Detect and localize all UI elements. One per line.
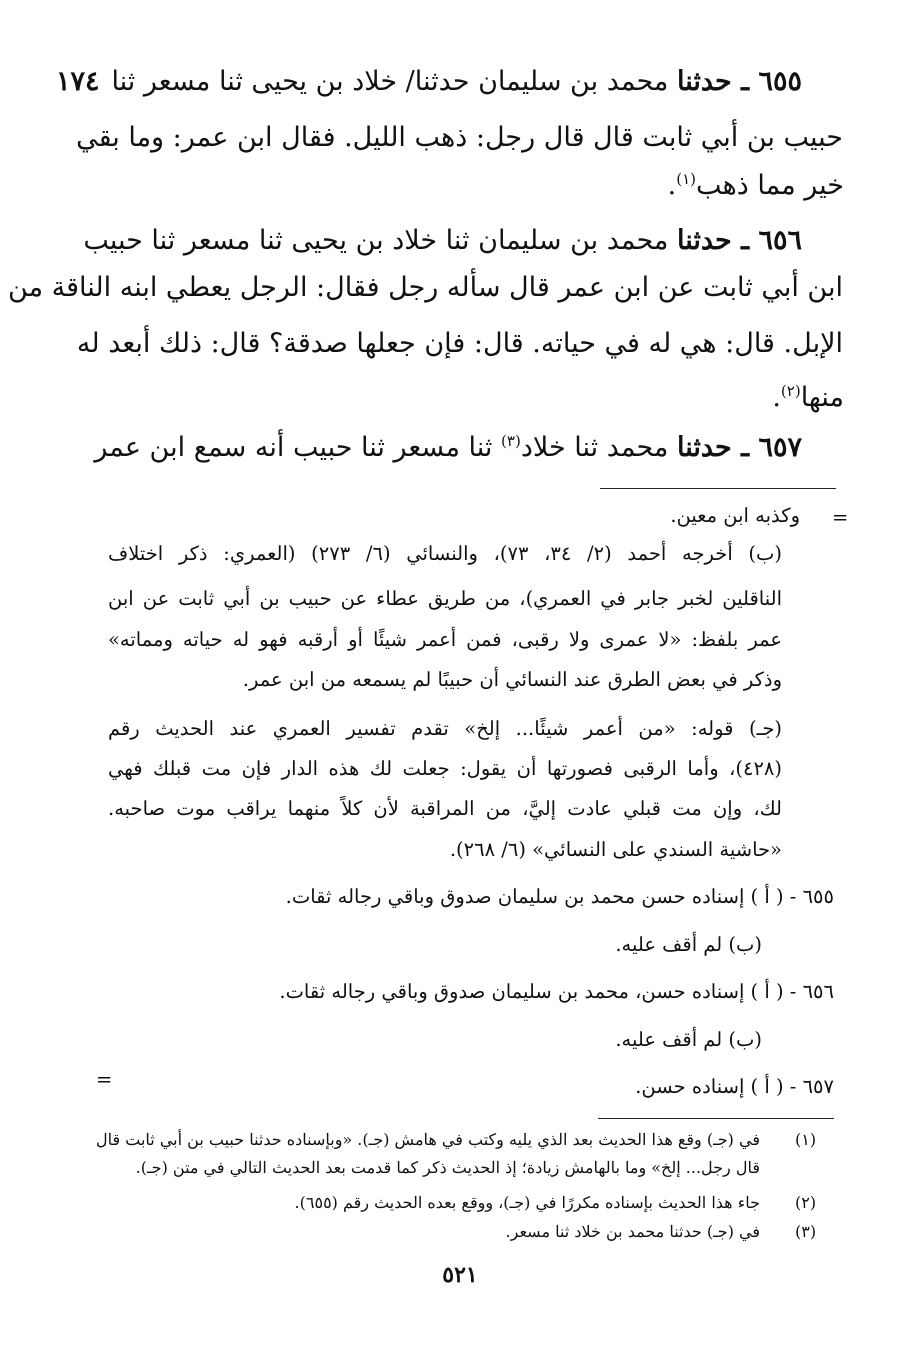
footnote-2-line-1: جاء هذا الحديث بإسناده مكررًا في (جـ)، ووقع بعده الحديث رقم (٦٥٥). bbox=[294, 1193, 760, 1212]
note-b-line-2: الناقلين لخبر جابر في العمري)، من طريق عطاء عن حبيب بن أبي ثابت عن ابن bbox=[108, 587, 782, 610]
footnotes-divider bbox=[598, 1118, 834, 1119]
hadith-655-dash: ـ bbox=[741, 66, 750, 97]
footnote-3-line-1: في (جـ) حدثنا محمد بن خلاد ثنا مسعر. bbox=[505, 1222, 760, 1241]
hadith-656-text-1: محمد بن سليمان ثنا خلاد بن يحيى ثنا مسعر ثنا حبيب bbox=[83, 225, 669, 256]
hadith-656-line-4 bbox=[772, 382, 844, 413]
note-c-line-1: (جـ) قوله: «من أعمر شيئًا... إلخ» تقدم تفسير العمري عند الحديث رقم bbox=[108, 717, 782, 740]
hadith-657-dash: ـ bbox=[741, 432, 750, 463]
hadith-657-lead: حدثنا bbox=[676, 432, 732, 463]
hadith-655-line-1 bbox=[111, 66, 802, 97]
hadith-655-end: . bbox=[667, 170, 677, 201]
hadith-657-line-1 bbox=[94, 432, 802, 463]
hadith-655-lead: حدثنا bbox=[676, 66, 732, 97]
footnote-ref-3: (٣) bbox=[501, 432, 521, 450]
hadith-656-text-4: منها bbox=[800, 382, 844, 413]
hadith-655-line-3 bbox=[668, 170, 844, 201]
hadith-657-number: ٦٥٧ bbox=[758, 432, 802, 463]
footnote-ref-2: (٢) bbox=[780, 382, 801, 400]
footnote-3-number: (٣) bbox=[795, 1222, 817, 1241]
notes-divider bbox=[600, 488, 836, 489]
note-c-line-3: لك، وإن مت قبلي عادت إليَّ، من المراقبة لأن كلاً منهما يراقب موت صاحبه. bbox=[108, 797, 782, 820]
note-655-b: (ب) لم أقف عليه. bbox=[615, 933, 762, 956]
continuation-marker: = bbox=[832, 506, 849, 529]
footnote-1-line-1: في (جـ) وقع هذا الحديث بعد الذي يليه وكتب في هامش (جـ). «وبإسناده حدثنا حبيب بن أبي ثابت قال bbox=[96, 1130, 760, 1149]
hadith-656-line-1 bbox=[83, 225, 802, 256]
hadith-655-text-1: محمد بن سليمان حدثنا/ خلاد بن يحيى ثنا مسعر ثنا bbox=[111, 66, 669, 97]
note-b-line-1: (ب) أخرجه أحمد (٢/ ٣٤، ٧٣)، والنسائي (٦/ ٢٧٣) (العمري: ذكر اختلاف bbox=[108, 542, 783, 565]
note-656-a: ٦٥٦ - ( أ ) إسناده حسن، محمد بن سليمان صدوق وباقي رجاله ثقات. bbox=[279, 980, 834, 1003]
hadith-655-text-3: خير مما ذهب bbox=[696, 170, 844, 201]
end-marker: = bbox=[96, 1068, 113, 1091]
note-655-a: ٦٥٥ - ( أ ) إسناده حسن محمد بن سليمان صدوق وباقي رجاله ثقات. bbox=[285, 885, 834, 908]
page-number: ٥٢١ bbox=[442, 1262, 478, 1288]
hadith-656-dash: ـ bbox=[741, 225, 750, 256]
footnote-1-number: (١) bbox=[795, 1130, 817, 1149]
hadith-656-line-2: ابن أبي ثابت عن ابن عمر قال سأله رجل فقال: الرجل يعطي ابنه الناقة من bbox=[8, 272, 843, 303]
note-c-line-2: (٤٢٨)، وأما الرقبى فصورتها أن يقول: جعلت لك هذه الدار فإن مت قبلك فهي bbox=[108, 757, 782, 780]
hadith-656-end: . bbox=[772, 382, 781, 413]
note-656-b: (ب) لم أقف عليه. bbox=[615, 1028, 762, 1051]
note-continuation: وكذبه ابن معين. bbox=[670, 504, 800, 527]
hadith-655-number: ٦٥٥ bbox=[758, 66, 802, 97]
hadith-656-lead: حدثنا bbox=[676, 225, 732, 256]
hadith-657-text-1b: ثنا مسعر ثنا حبيب أنه سمع ابن عمر bbox=[94, 432, 493, 463]
footnote-ref-1: (١) bbox=[676, 170, 697, 188]
note-b-line-4: وذكر في بعض الطرق عند النسائي أن حبيبًا لم يسمعه من ابن عمر. bbox=[242, 668, 782, 691]
hadith-655-line-2: حبيب بن أبي ثابت قال قال رجل: ذهب الليل. فقال ابن عمر: وما بقي bbox=[76, 122, 843, 153]
note-b-line-3: عمر بلفظ: «لا عمرى ولا رقبى، فمن أعمر شيئًا أو أرقبه فهو له حياته ومماته» bbox=[108, 628, 782, 651]
margin-page-reference: ١٧٤ bbox=[56, 66, 100, 97]
hadith-656-number: ٦٥٦ bbox=[758, 225, 802, 256]
footnote-2-number: (٢) bbox=[795, 1193, 817, 1212]
hadith-657-text-1a: محمد ثنا خلاد bbox=[520, 432, 669, 463]
footnote-1-line-2: قال رجل... إلخ» وما بالهامش زيادة؛ إذ الحديث ذكر كما قدمت بعد الحديث التالي في متن (جـ). bbox=[135, 1158, 760, 1177]
note-657-a: ٦٥٧ - ( أ ) إسناده حسن. bbox=[635, 1075, 834, 1098]
note-c-line-4: «حاشية السندي على النسائي» (٦/ ٢٦٨). bbox=[449, 838, 782, 861]
hadith-656-line-3: الإبل. قال: هي له في حياته. قال: فإن جعلها صدقة؟ قال: ذلك أبعد له bbox=[76, 328, 843, 359]
